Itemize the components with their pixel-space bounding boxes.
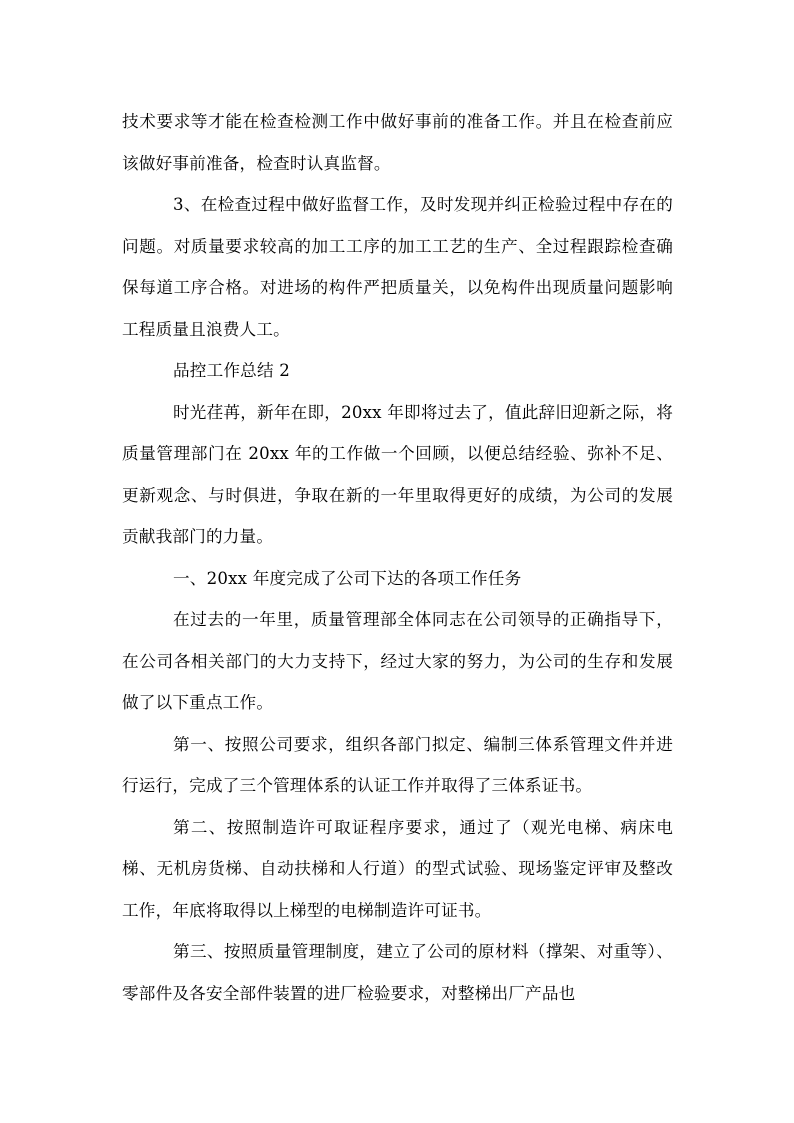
paragraph-third: 第三、按照质量管理制度，建立了公司的原材料（撑架、对重等）、零部件及各安全部件装置的进厂检验要求，对整梯出厂产品也 xyxy=(122,942,673,1003)
paragraph-inspection-prep: 技术要求等才能在检查检测工作中做好事前的准备工作。并且在检查前应该做好事前准备，检查时认真监督。 xyxy=(122,112,673,173)
paragraph-intro: 时光荏苒，新年在即，20xx 年即将过去了，值此辞旧迎新之际，将质量管理部门在 20xx 年的工作做一个回顾，以便总结经验、弥补不足、更新观念、与时俱进，争取在新的一年里取得更好的成绩，为公司的发展贡献我部门的力量。 xyxy=(122,402,673,546)
section-title-summary-2: 品控工作总结 2 xyxy=(173,361,290,380)
paragraph-past-year: 在过去的一年里，质量管理部全体同志在公司领导的正确指导下，在公司各相关部门的大力支持下，经过大家的努力，为公司的生存和发展做了以下重点工作。 xyxy=(122,610,673,712)
paragraph-second: 第二、按照制造许可取证程序要求，通过了（观光电梯、病床电梯、无机房货梯、自动扶梯和人行道）的型式试验、现场鉴定评审及整改工作，年底将取得以上梯型的电梯制造许可证书。 xyxy=(122,817,673,920)
paragraph-first: 第一、按照公司要求，组织各部门拟定、编制三体系管理文件并进行运行，完成了三个管理体系的认证工作并取得了三体系证书。 xyxy=(122,734,673,795)
document-body xyxy=(122,101,673,1014)
section-heading-tasks: 一、20xx 年度完成了公司下达的各项工作任务 xyxy=(173,568,522,588)
paragraph-inspection-supervision: 3、在检查过程中做好监督工作，及时发现并纠正检验过程中存在的问题。对质量要求较高的加工工序的加工工艺的生产、全过程跟踪检查确保每道工序合格。对进场的构件严把质量关，以免构件出现质量问题影响工程质量且浪费人工。 xyxy=(122,195,673,339)
